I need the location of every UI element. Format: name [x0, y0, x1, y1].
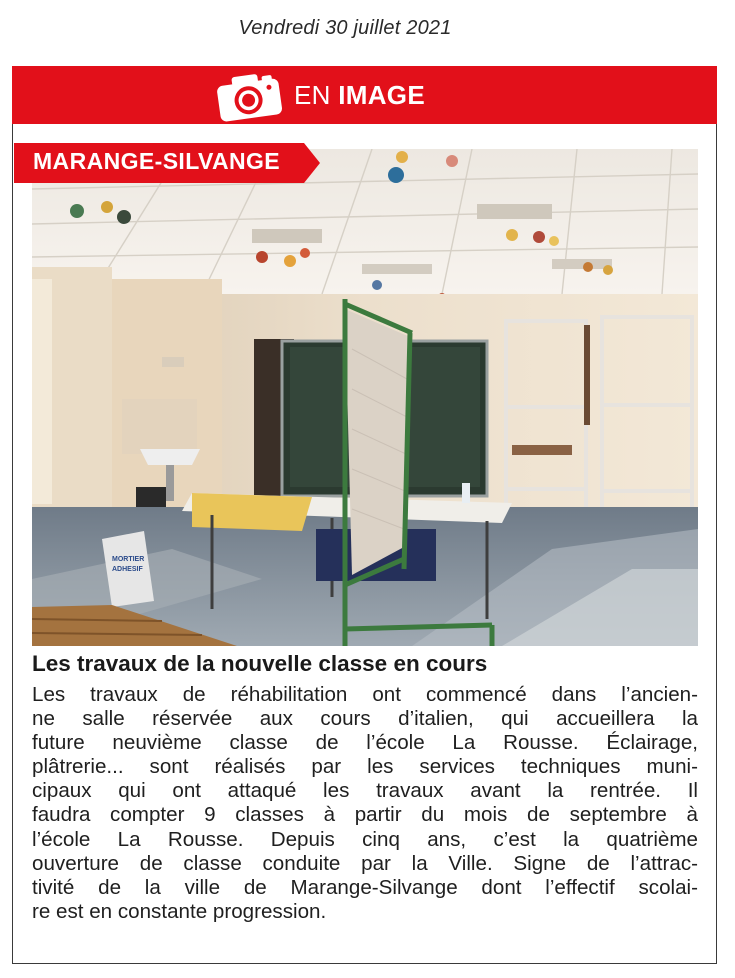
location-label: MARANGE-SILVANGE	[33, 148, 281, 174]
body-line: faudra compter 9 classes à partir du mois de septembre à	[32, 803, 698, 827]
body-line: ne salle réservée aux cours d’italien, qui accueillera la	[32, 707, 698, 731]
bag-label-line1: MORTIER	[112, 556, 145, 563]
body-line: l’école La Rousse. Depuis cinq ans, c’est la quatrième	[32, 827, 698, 851]
body-line: plâtrerie... sont réalisés par les services techniques muni-	[32, 755, 698, 779]
body-line: cipaux qui ont attaqué les travaux avant la rentrée. Il	[32, 779, 698, 803]
body-line: tivité de la ville de Marange-Silvange dont l’effectif scolai-	[32, 875, 698, 899]
body-line: ouverture de classe conduite par la Ville. Signe de l’attrac-	[32, 851, 698, 875]
body-line: future neuvième classe de l’école La Rousse. Éclairage,	[32, 731, 698, 755]
publication-date: Vendredi 30 juillet 2021	[238, 17, 452, 39]
article-body	[32, 683, 698, 924]
classroom-photo	[32, 149, 698, 646]
bag-label-line2: ADHESIF	[112, 566, 143, 573]
section-label	[294, 80, 425, 111]
section-label-emphasis: IMAGE	[338, 80, 425, 110]
article-headline: Les travaux de la nouvelle classe en cours	[32, 651, 488, 676]
section-label-prefix: EN	[294, 80, 331, 110]
camera-icon	[212, 70, 288, 122]
body-line: re est en constante progression.	[32, 899, 327, 923]
body-line: Les travaux de réhabilitation ont commencé dans l’ancien-	[32, 683, 698, 706]
